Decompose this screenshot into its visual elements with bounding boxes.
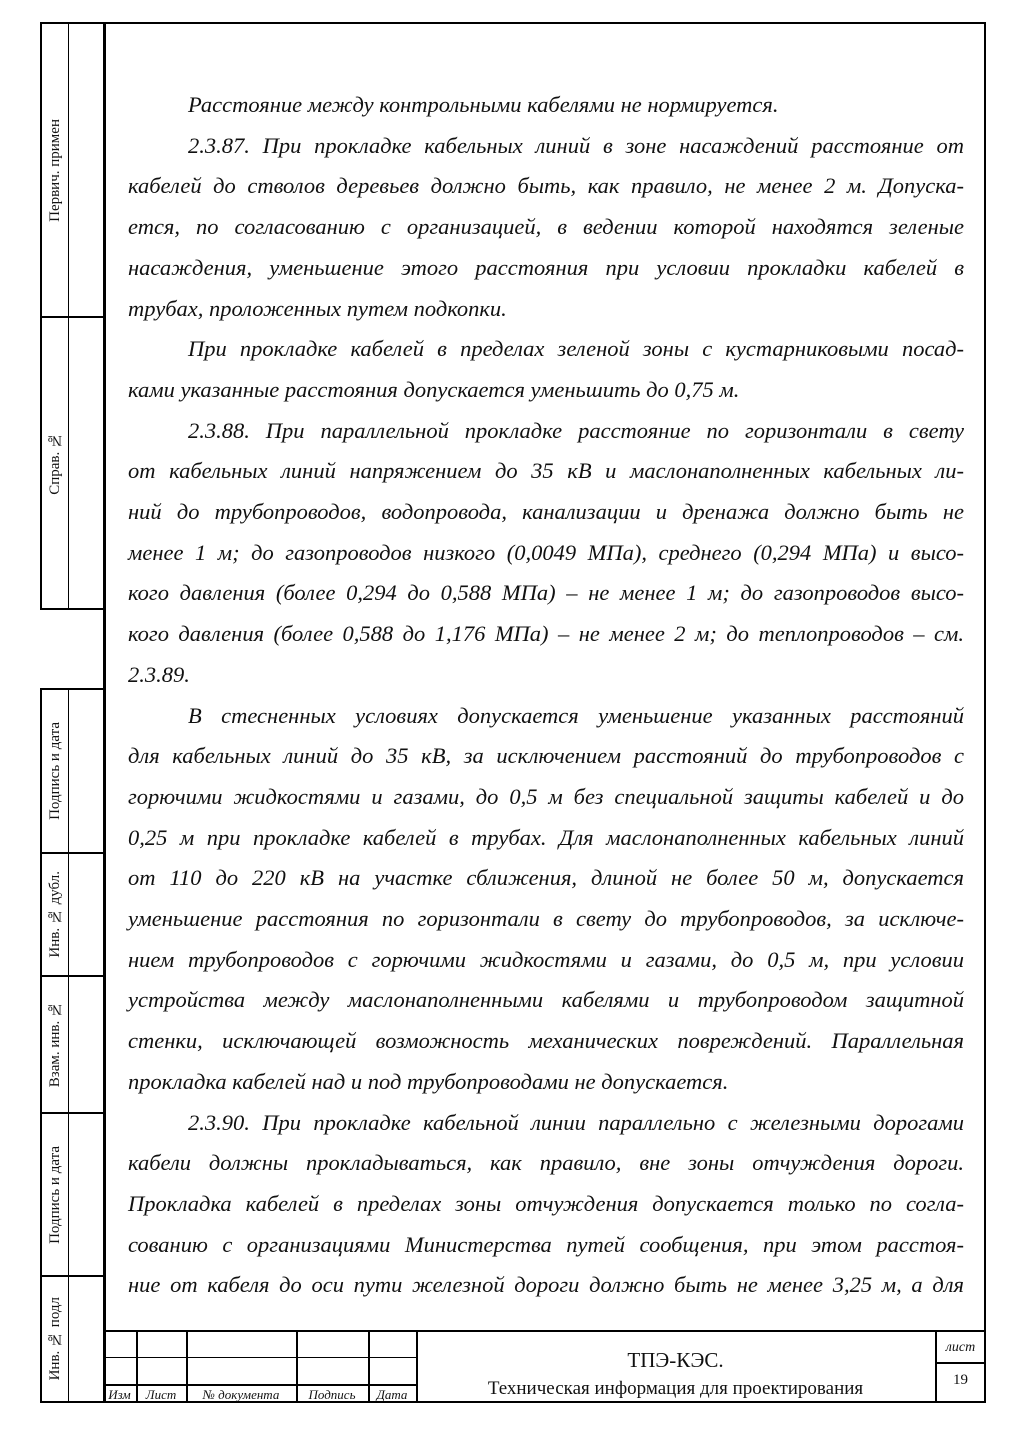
side-label: Первич. примен [46, 118, 63, 222]
stamp-col-izm: Изм [108, 1387, 131, 1402]
side-box-podpis-data-1 [40, 688, 103, 854]
text-line: для кабельных линий до 35 кВ, за исключением расстояний до трубопроводов с [128, 743, 964, 769]
text-line: трубах, проложенных путем подкопки. [128, 295, 507, 321]
side-label: Инв. № дубл. [46, 871, 63, 958]
text-line: менее 1 м; до газопроводов низкого (0,0049 МПа), среднего (0,294 МПа) и высо- [128, 539, 964, 565]
text-line: сованию с организациями Министерства путей сообщения, при этом расстоя- [128, 1231, 964, 1257]
side-box-perv-primen [40, 22, 103, 318]
text-line: Прокладка кабелей в пределах зоны отчуждения допускается только по согла- [128, 1190, 964, 1216]
text-line: ется, по согласованию с организацией, в ведении которой находятся зеленые [128, 214, 964, 240]
text-line: 0,25 м при прокладке кабелей в трубах. Для маслонаполненных кабельных линий [128, 824, 964, 850]
sheet-label: лист [945, 1340, 976, 1355]
side-box-podpis-data-2 [40, 1112, 103, 1277]
text-line: насаждения, уменьшение этого расстояния при условии прокладки кабелей в [128, 254, 964, 280]
side-box-inv-podl [40, 1275, 103, 1403]
text-line: кого давления (более 0,588 до 1,176 МПа) – не менее 2 м; до теплопроводов – см. [128, 621, 964, 647]
stamp-title-code: ТПЭ-КЭС. [627, 1348, 724, 1372]
stamp-col-doc: № документа [202, 1387, 280, 1402]
text-line: стенки, исключающей возможность механических повреждений. Параллельная [128, 1028, 964, 1054]
text-line: горючими жидкостями и газами, до 0,5 м без специальной защиты кабелей и до [128, 783, 964, 809]
text-line: кабели должны прокладываться, как правило, вне зоны отчуждения дороги. [128, 1150, 964, 1176]
stamp-col-list: Лист [145, 1387, 177, 1402]
sheet-number: 19 [953, 1372, 968, 1388]
text-line: ками указанные расстояния допускается уменьшить до 0,75 м. [128, 376, 740, 402]
text-line: Расстояние между контрольными кабелями не нормируется. [188, 92, 779, 117]
text-line: кабелей до стволов деревьев должно быть, как правило, не менее 2 м. Допуска- [128, 173, 964, 199]
text-line: 2.3.90. При прокладке кабельной линии параллельно с железными дорогами [188, 1109, 964, 1135]
text-line: от кабельных линий напряжением до 35 кВ и маслонаполненных кабельных ли- [128, 458, 964, 484]
side-label: Взам. инв. № [46, 1001, 63, 1088]
text-line: устройства между маслонаполненными кабелями и трубопроводом защитной [128, 987, 964, 1013]
side-box-vzam-inv [40, 975, 103, 1114]
side-label: Справ. № [46, 431, 63, 495]
side-label: Подпись и дата [46, 722, 63, 820]
text-line: При прокладке кабелей в пределах зеленой зоны с кустарниковыми посад- [188, 336, 964, 362]
side-label: Инв. № подл [46, 1297, 63, 1381]
stamp-col-podpis: Подпись [308, 1387, 356, 1402]
text-line: 2.3.88. При параллельной прокладке расстояние по горизонтали в свету [188, 417, 964, 443]
text-line: ние от кабеля до оси пути железной дороги должно быть не менее 3,25 м, а для [128, 1272, 964, 1298]
side-box-sprav [40, 316, 103, 610]
text-line: уменьшение расстояния по горизонтали в свету до трубопроводов, за исключе- [128, 906, 964, 931]
title-block [103, 1330, 986, 1403]
text-line: ний до трубопроводов, водопровода, канализации и дренажа должно быть не [128, 499, 964, 524]
side-box-inv-dubl [40, 852, 103, 977]
stamp-col-data: Дата [376, 1387, 408, 1402]
stamp-title: Техническая информация для проектирования [487, 1378, 864, 1399]
text-line: 2.3.87. При прокладке кабельных линий в зоне насаждений расстояние от [188, 132, 964, 158]
text-line: 2.3.89. [128, 661, 190, 687]
text-line: В стесненных условиях допускается уменьшение указанных расстояний [188, 702, 964, 728]
text-line: прокладка кабелей над и под трубопроводами не допускается. [128, 1068, 729, 1094]
side-label: Подпись и дата [46, 1145, 63, 1244]
text-line: нием трубопроводов с горючими жидкостями и газами, до 0,5 м, при условии [128, 946, 964, 972]
text-line: кого давления (более 0,294 до 0,588 МПа) – не менее 1 м; до газопроводов высо- [128, 580, 964, 606]
text-line: от 110 до 220 кВ на участке сближения, длиной не более 50 м, допускается [128, 865, 964, 891]
